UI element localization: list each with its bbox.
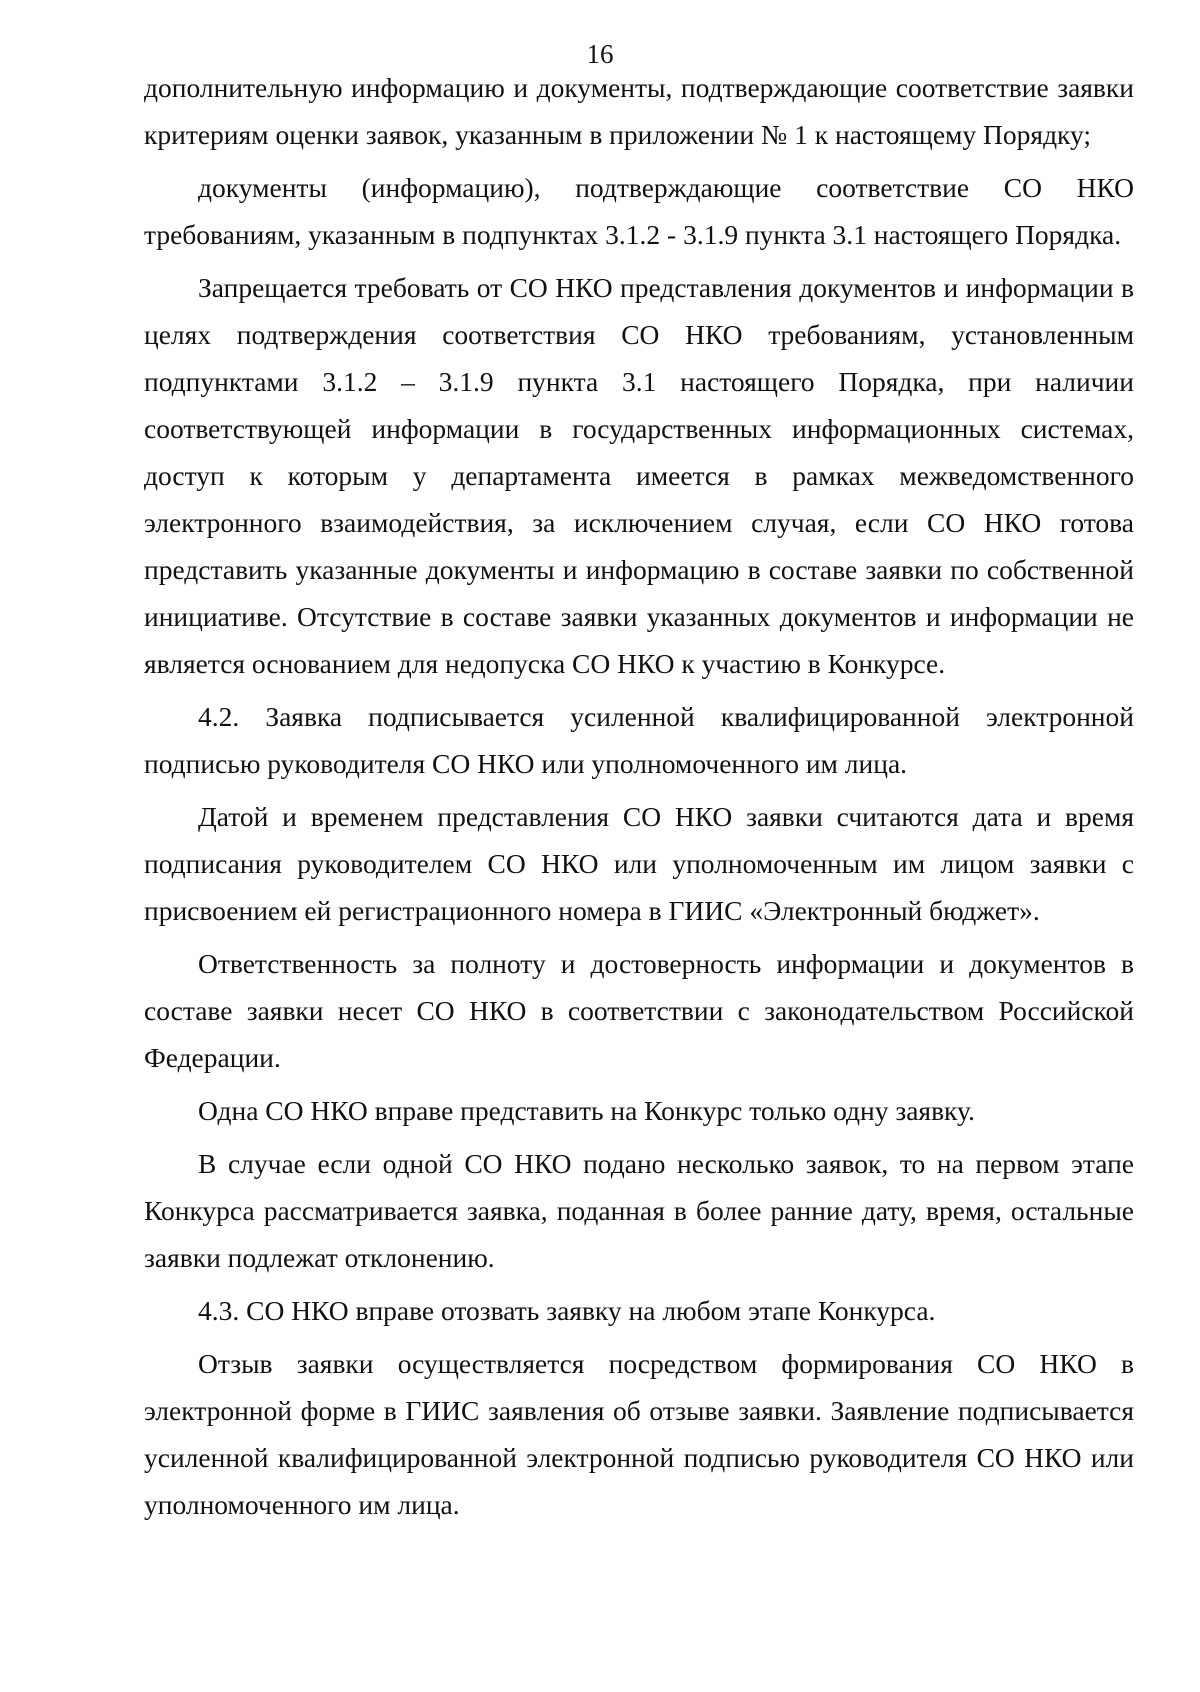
page-number: 16 xyxy=(586,39,614,69)
document-body xyxy=(144,64,1134,1528)
paragraph: Отзыв заявки осуществляется посредством формирования СО НКО в электронной форме в ГИИС заявления об отзыве заявки. Заявление подписывается усиленной квалифицированной электронной подписью руководителя СО НКО или уполномоченного им лица. xyxy=(144,1348,1134,1520)
paragraph: Одна СО НКО вправе представить на Конкурс только одну заявку. xyxy=(198,1095,975,1126)
paragraph: Запрещается требовать от СО НКО представления документов и информации в целях подтверждения соответствия СО НКО требованиям, установленным подпунктами 3.1.2 – 3.1.9 пункта 3.1 настоящего Порядка, при наличии соответствующей информации в государственных информационных системах, доступ к которым у департамента имеется в рамках межведомственного электронного взаимодействия, за исключением случая, если СО НКО готова представить указанные документы и информацию в составе заявки по собственной инициативе. Отсутствие в составе заявки указанных документов и информации не является основанием для недопуска СО НКО к участию в Конкурсе. xyxy=(144,272,1134,679)
paragraph: Датой и временем представления СО НКО заявки считаются дата и время подписания руководителем СО НКО или уполномоченным им лицом заявки с присвоением ей регистрационного номера в ГИИС «Электронный бюджет». xyxy=(144,801,1134,926)
paragraph-continuation: дополнительную информацию и документы, подтверждающие соответствие заявки критериям оценки заявок, указанным в приложении № 1 к настоящему Порядку; xyxy=(144,72,1134,150)
paragraph: В случае если одной СО НКО подано несколько заявок, то на первом этапе Конкурса рассматривается заявка, поданная в более ранние дату, время, остальные заявки подлежат отклонению. xyxy=(144,1148,1134,1273)
paragraph: 4.3. СО НКО вправе отозвать заявку на любом этапе Конкурса. xyxy=(198,1295,936,1326)
paragraph: Ответственность за полноту и достоверность информации и документов в составе заявки несет СО НКО в соответствии с законодательством Российской Федерации. xyxy=(144,948,1134,1073)
paragraph: документы (информацию), подтверждающие соответствие СО НКО требованиям, указанным в подпунктах 3.1.2 - 3.1.9 пункта 3.1 настоящего Порядка. xyxy=(144,172,1134,250)
paragraph: 4.2. Заявка подписывается усиленной квалифицированной электронной подписью руководителя СО НКО или уполномоченного им лица. xyxy=(144,701,1134,779)
